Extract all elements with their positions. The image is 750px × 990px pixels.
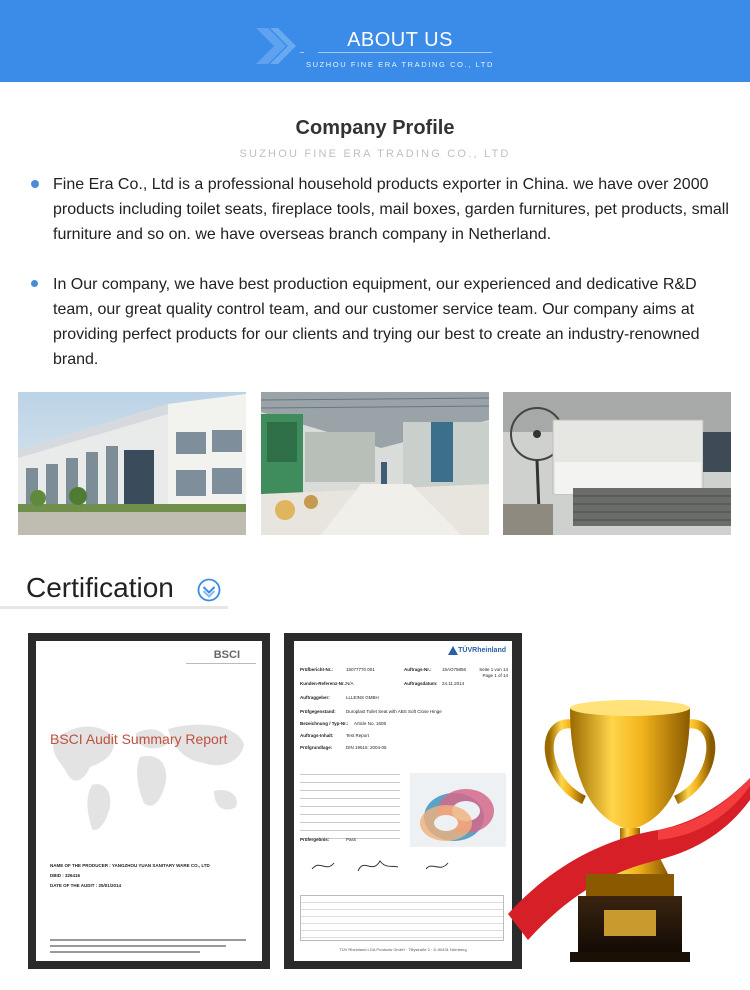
bullet-dot <box>31 180 39 188</box>
tuv-page: Seite 1 von 14 <box>479 667 508 672</box>
tuv-result: Pass <box>346 837 357 842</box>
tuv-order-date: 24.11.2014 <box>442 681 465 686</box>
tuv-spec-label: Prüfgrundlage: <box>300 745 333 750</box>
banner-subtitle: SUZHOU FINE ERA TRADING CO., LTD <box>305 60 495 69</box>
production-line-photo <box>503 392 731 535</box>
bsci-logo: BSCI <box>213 649 240 661</box>
about-us-banner <box>0 0 750 82</box>
section-subtitle: SUZHOU FINE ERA TRADING CO., LTD <box>239 148 511 160</box>
bsci-fineprint <box>50 951 200 953</box>
factory-building-photo <box>18 392 246 535</box>
tuv-spec: DIN 19516: 2004-05 <box>346 745 387 750</box>
signature-graphic <box>302 855 502 877</box>
tuv-report-no: 15077770 001 <box>346 667 375 672</box>
banner-rule-left <box>300 52 304 53</box>
tuv-client-ref: N/A <box>346 681 354 686</box>
tuv-report-frame <box>284 633 522 969</box>
tuv-order-no-label: Auftrags-Nr.: <box>404 667 432 672</box>
chevron-down-circle-icon <box>197 578 221 602</box>
bsci-report-title: BSCI Audit Summary Report <box>50 731 228 747</box>
bsci-dbid-line: DBID : 326416 <box>50 873 81 878</box>
bsci-date-line: DATE OF THE AUDIT : 25/01/2014 <box>50 883 122 888</box>
tuv-report-page <box>294 641 512 961</box>
banner-rule <box>318 52 492 53</box>
tuv-order-date-label: Auftragsdatum: <box>404 681 438 686</box>
tuv-id: Article No. 1608 <box>354 721 387 726</box>
tuv-id-label: Bezeichnung / Typ-Nr.: <box>300 721 349 726</box>
tuv-report-no-label: Prüfbericht-Nr.: <box>300 667 334 672</box>
certification-underline <box>0 606 228 609</box>
section-title: Company Profile <box>295 117 455 139</box>
bsci-producer-line: NAME OF THE PRODUCER : YANGZHOU YUAN SANITARY WARE CO., LTD <box>50 863 210 868</box>
tuv-bottom-table <box>300 895 504 941</box>
tuv-client: LLLEINS GMBH <box>346 695 379 700</box>
tuv-client-ref-label: Kunden-Referenz-Nr.: <box>300 681 347 686</box>
tuv-footer: TÜV Rheinland LGA Products GmbH · Tillystraße 2 · D-90431 Nürnberg <box>339 947 467 952</box>
tuv-triangle-icon <box>448 646 458 655</box>
bsci-logo-rule <box>186 663 256 664</box>
bsci-fineprint <box>50 945 226 947</box>
tuv-order-no: 15AO75856 <box>442 667 467 672</box>
trophy-illustration <box>508 690 750 970</box>
tuv-table-lines <box>300 767 400 845</box>
toilet-seat-photo <box>410 773 506 847</box>
banner-title: ABOUT US <box>347 29 453 51</box>
tuv-page-en: Page 1 of 14 <box>482 673 508 678</box>
tuv-logo: TÜVRheinland <box>458 647 506 654</box>
bullet-dot <box>31 280 38 287</box>
profile-paragraph-2: In Our company, we have best production equipment, our experienced and dedicative R&D team, our great quality control team, and our customer service team. Our company aims at providing perfect products for our clients and trying our best to create an industry-renowned brand. <box>53 276 700 368</box>
workshop-photo <box>261 392 489 535</box>
tuv-item-label: Prüfgegenstand: <box>300 709 336 714</box>
tuv-result-label: Prüfergebnis: <box>300 837 330 842</box>
tuv-order-content-label: Auftrags-Inhalt: <box>300 733 334 738</box>
bsci-report-frame <box>28 633 270 969</box>
certification-title: Certification <box>26 572 174 603</box>
tuv-order-content: Test Report <box>346 733 370 738</box>
tuv-item: Duroplast Toilet Seat with ABS Soft Close Hinge <box>346 709 442 714</box>
bsci-report-page <box>36 641 262 961</box>
profile-paragraph-1: Fine Era Co., Ltd is a professional household products exporter in China. we have over 2000 products including toilet seats, fireplace tools, mail boxes, garden furnitures, pet products, small furniture and so on. we have overseas branch company in Netherland. <box>53 176 729 243</box>
bsci-fineprint <box>50 939 246 941</box>
double-chevron-right-icon <box>256 26 296 66</box>
tuv-client-label: Auftraggeber: <box>300 695 330 700</box>
